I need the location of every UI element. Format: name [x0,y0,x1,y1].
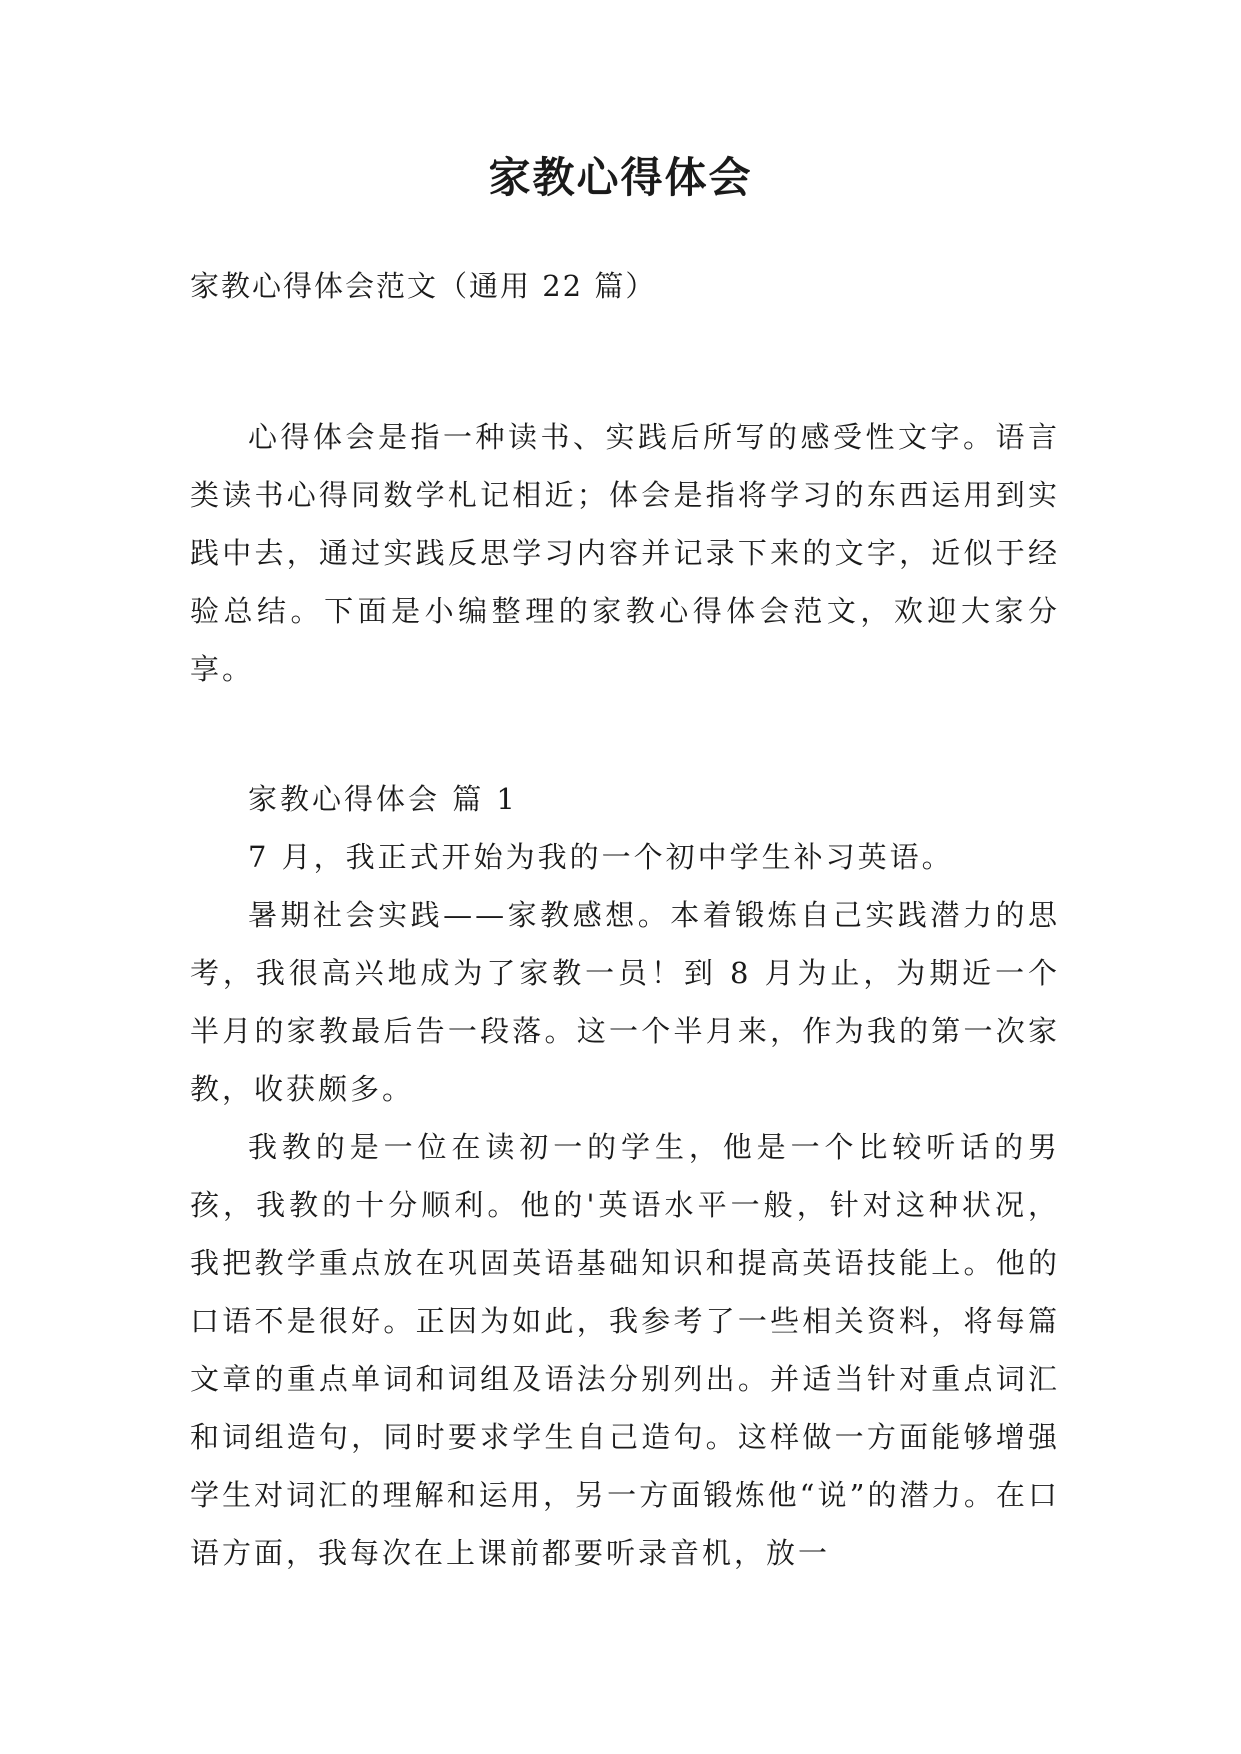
body-paragraph-2: 暑期社会实践——家教感想。本着锻炼自己实践潜力的思考，我很高兴地成为了家教一员！到 8 月为止，为期近一个半月的家教最后告一段落。这一个半月来，作为我的第一次家教，收获颇多。 [190,898,1060,1106]
document-body [190,408,1060,1582]
intro-paragraph: 心得体会是指一种读书、实践后所写的感受性文字。语言类读书心得同数学札记相近；体会是指将学习的东西运用到实践中去，通过实践反思学习内容并记录下来的文字，近似于经验总结。下面是小编整理的家教心得体会范文，欢迎大家分享。 [190,420,1060,686]
body-paragraph-3: 我教的是一位在读初一的学生，他是一个比较听话的男孩，我教的十分顺利。他的'英语水平一般，针对这种状况，我把教学重点放在巩固英语基础知识和提高英语技能上。他的口语不是很好。正因为如此，我参考了一些相关资料，将每篇文章的重点单词和词组及语法分别列出。并适当针对重点词汇和词组造句，同时要求学生自己造句。这样做一方面能够增强学生对词汇的理解和运用，另一方面锻炼他“说”的潜力。在口语方面，我每次在上课前都要听录音机，放一 [190,1130,1060,1570]
section-heading: 家教心得体会 篇 1 [248,782,518,816]
document-title: 家教心得体会 [488,153,753,202]
document-subtitle: 家教心得体会范文（通用 22 篇） [190,269,657,303]
body-paragraph-1: 7 月，我正式开始为我的一个初中学生补习英语。 [248,840,954,874]
section-spacer [190,698,1060,770]
